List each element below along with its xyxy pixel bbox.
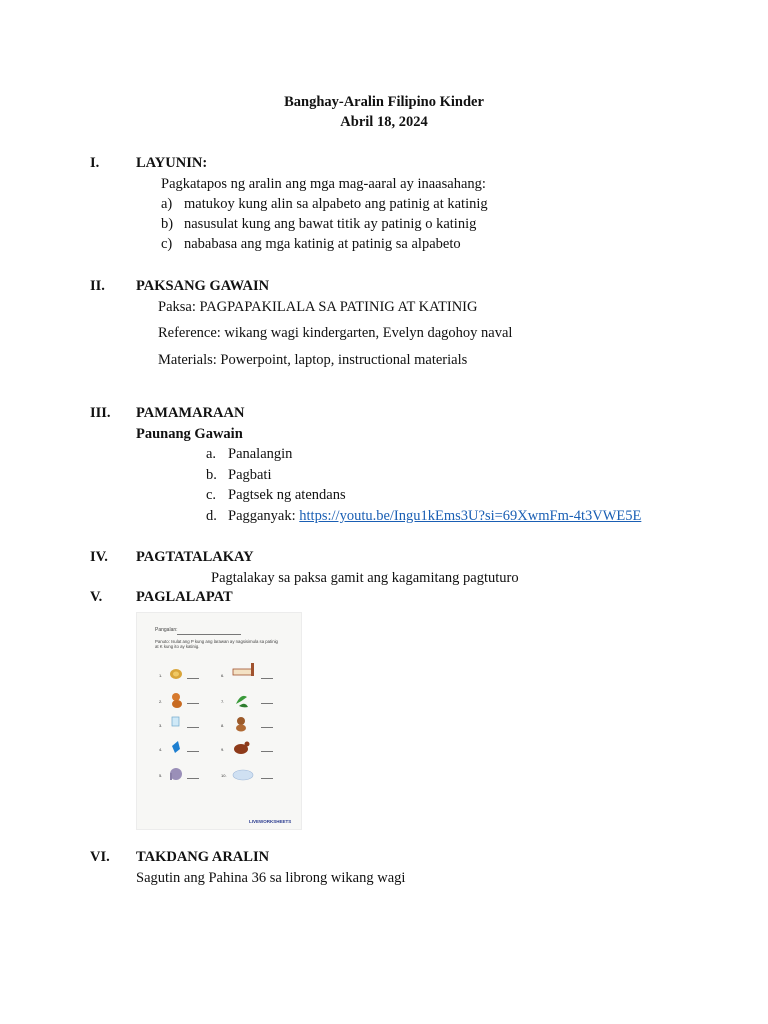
worksheet-number: 8. [221,723,225,728]
worksheet-number: 2. [159,699,163,704]
picture-icon [236,717,246,732]
answer-blank [187,751,199,752]
worksheet-image [136,612,302,830]
answer-blank [261,727,273,728]
answer-blank [187,678,199,679]
list-item-text: matukoy kung alin sa alpabeto ang patinig at katinig [184,196,488,212]
document-date: Abril 18, 2024 [340,114,428,130]
list-item [206,487,346,504]
picture-icon [236,696,248,707]
section-number-6: VI. [90,849,110,865]
list-item [206,508,642,525]
worksheet-pictures [137,613,301,829]
worksheet-number: 7. [221,699,225,704]
section-heading-paksang-gawain: PAKSANG GAWAIN [136,278,270,294]
list-item-text: nababasa ang mga katinig at patinig sa alpabeto [184,236,461,252]
document-title: Banghay-Aralin Filipino Kinder [284,94,484,110]
picture-icon [170,768,182,780]
section-number-1: I. [90,155,100,171]
list-item [206,467,272,484]
list-item [161,196,488,213]
list-item-text: Panalangin [228,446,293,462]
pagtatalakay-body: Pagtalakay sa paksa gamit ang kagamitang pagtuturo [211,570,519,586]
picture-icon [233,770,253,780]
worksheet-name-label: Pangalan: [155,627,178,633]
section-number-2: II. [90,278,105,294]
list-marker: b) [161,216,174,232]
answer-blank [187,703,199,704]
picture-icon [172,717,179,726]
section-heading-pamamaraan: PAMAMARAAN [136,405,245,421]
answer-blank [187,727,199,728]
list-marker: d. [206,508,217,524]
list-marker: b. [206,467,217,483]
answer-blank [261,778,273,779]
picture-icon [233,663,254,676]
picture-icon [234,742,250,755]
section-heading-takdang-aralin: TAKDANG ARALIN [136,849,270,865]
worksheet-number: 10. [221,773,227,778]
list-marker: a. [206,446,217,462]
list-item [161,216,477,233]
pagganyak-video-link[interactable]: https://youtu.be/Ingu1kEms3U?si=69XwmFm-4t3VWE5E [299,508,642,524]
paksa-text: Paksa: PAGPAPAKILALA SA PATINIG AT KATINIG [158,299,478,315]
worksheet-number: 9. [221,747,225,752]
takdang-aralin-body: Sagutin ang Pahina 36 sa librong wikang wagi [136,870,406,886]
subheading-paunang-gawain: Paunang Gawain [136,426,243,442]
worksheet-number: 1. [159,673,163,678]
answer-blank [261,703,273,704]
worksheet-number: 6. [221,673,225,678]
worksheet-number: 4. [159,747,163,752]
section-heading-paglalapat: PAGLALAPAT [136,589,233,605]
list-item-text: Pagbati [228,467,272,483]
layunin-intro: Pagkatapos ng aralin ang mga mag-aaral ay inaasahang: [161,176,486,192]
answer-blank [261,678,273,679]
section-heading-layunin: LAYUNIN: [136,155,208,171]
picture-icon [172,741,180,753]
section-number-5: V. [90,589,103,605]
materials-text: Materials: Powerpoint, laptop, instructional materials [158,352,468,368]
list-marker: a) [161,196,173,212]
worksheet-footer-logo: LIVEWORKSHEETS [249,819,292,824]
list-marker: c. [206,487,217,503]
worksheet-number: 5. [159,773,163,778]
section-number-3: III. [90,405,111,421]
picture-icon [170,669,182,679]
list-item [161,236,461,253]
list-item-text: Pagganyak: [228,508,300,524]
answer-blank [187,778,199,779]
answer-blank [261,751,273,752]
picture-icon [172,693,182,708]
reference-text: Reference: wikang wagi kindergarten, Evelyn dagohoy naval [158,325,513,341]
worksheet-number: 3. [159,723,163,728]
section-heading-pagtatalakay: PAGTATALAKAY [136,549,254,565]
list-item-text: nasusulat kung ang bawat titik ay patinig o katinig [184,216,477,232]
worksheet-instruction: Panuto: Isulat ang P kung ang larawan ay nagsisimula sa patinig at K kung ito ay katinig. [155,639,278,649]
list-item [206,446,293,463]
list-item-text: Pagtsek ng atendans [228,487,346,503]
section-number-4: IV. [90,549,108,565]
list-marker: c) [161,236,173,252]
